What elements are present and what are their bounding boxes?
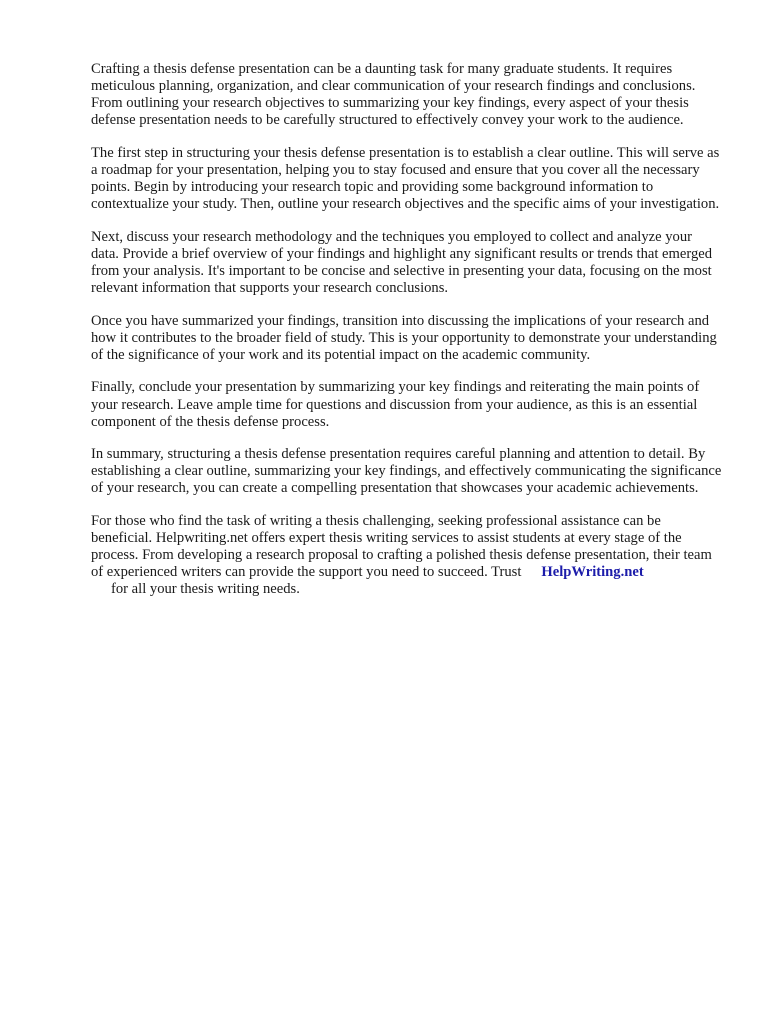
document-page: [91, 61, 723, 614]
paragraph-implications: Once you have summarized your findings, transition into discussing the implications of your research and how it contributes to the broader field of study. This is your opportunity to demonstrate your understanding of the significance of your work and its potential impact on the academic community.: [91, 312, 717, 363]
helpwriting-link[interactable]: HelpWriting.net: [541, 564, 644, 581]
promo-text: For those who find the task of writing a thesis challenging, seeking professional assistance can be beneficial. Helpwriting.net offers expert thesis writing services to assist students at every stage of the process. From developing a research proposal to crafting a polished thesis defense presentation, their team of experienced writers can provide the support you need to succeed. Trust: [91, 512, 712, 581]
paragraph-intro: Crafting a thesis defense presentation can be a daunting task for many graduate students. It requires meticulous planning, organization, and clear communication of your research findings and conclusions. From outlining your research objectives to summarizing your key findings, every aspect of your thesis defense presentation needs to be carefully structured to effectively convey your work to the audience.: [91, 61, 696, 129]
paragraph-outline: The first step in structuring your thesis defense presentation is to establish a clear outline. This will serve as a roadmap for your presentation, helping you to stay focused and ensure that you cover all the necessary points. Begin by introducing your research topic and providing some background information to contextualize your study. Then, outline your research objectives and the specific aims of your investigation.: [91, 144, 720, 213]
paragraph-promo: [91, 513, 723, 598]
paragraph-methodology: Next, discuss your research methodology and the techniques you employed to collect and analyze your data. Provide a brief overview of your findings and highlight any significant results or trends that emerged from your analysis. It's important to be concise and selective in presenting your data, focusing on the most relevant information that supports your research conclusions.: [91, 228, 713, 297]
promo-closing-text: for all your thesis writing needs.: [111, 581, 300, 598]
paragraph-summary: In summary, structuring a thesis defense presentation requires careful planning and attention to detail. By establishing a clear outline, summarizing your key findings, and effectively communicating the significance of your research, you can create a compelling presentation that showcases your academic achievements.: [91, 446, 722, 497]
paragraph-conclusion: Finally, conclude your presentation by summarizing your key findings and reiterating the main points of your research. Leave ample time for questions and discussion from your audience, as this is an essential component of the thesis defense process.: [91, 379, 700, 430]
